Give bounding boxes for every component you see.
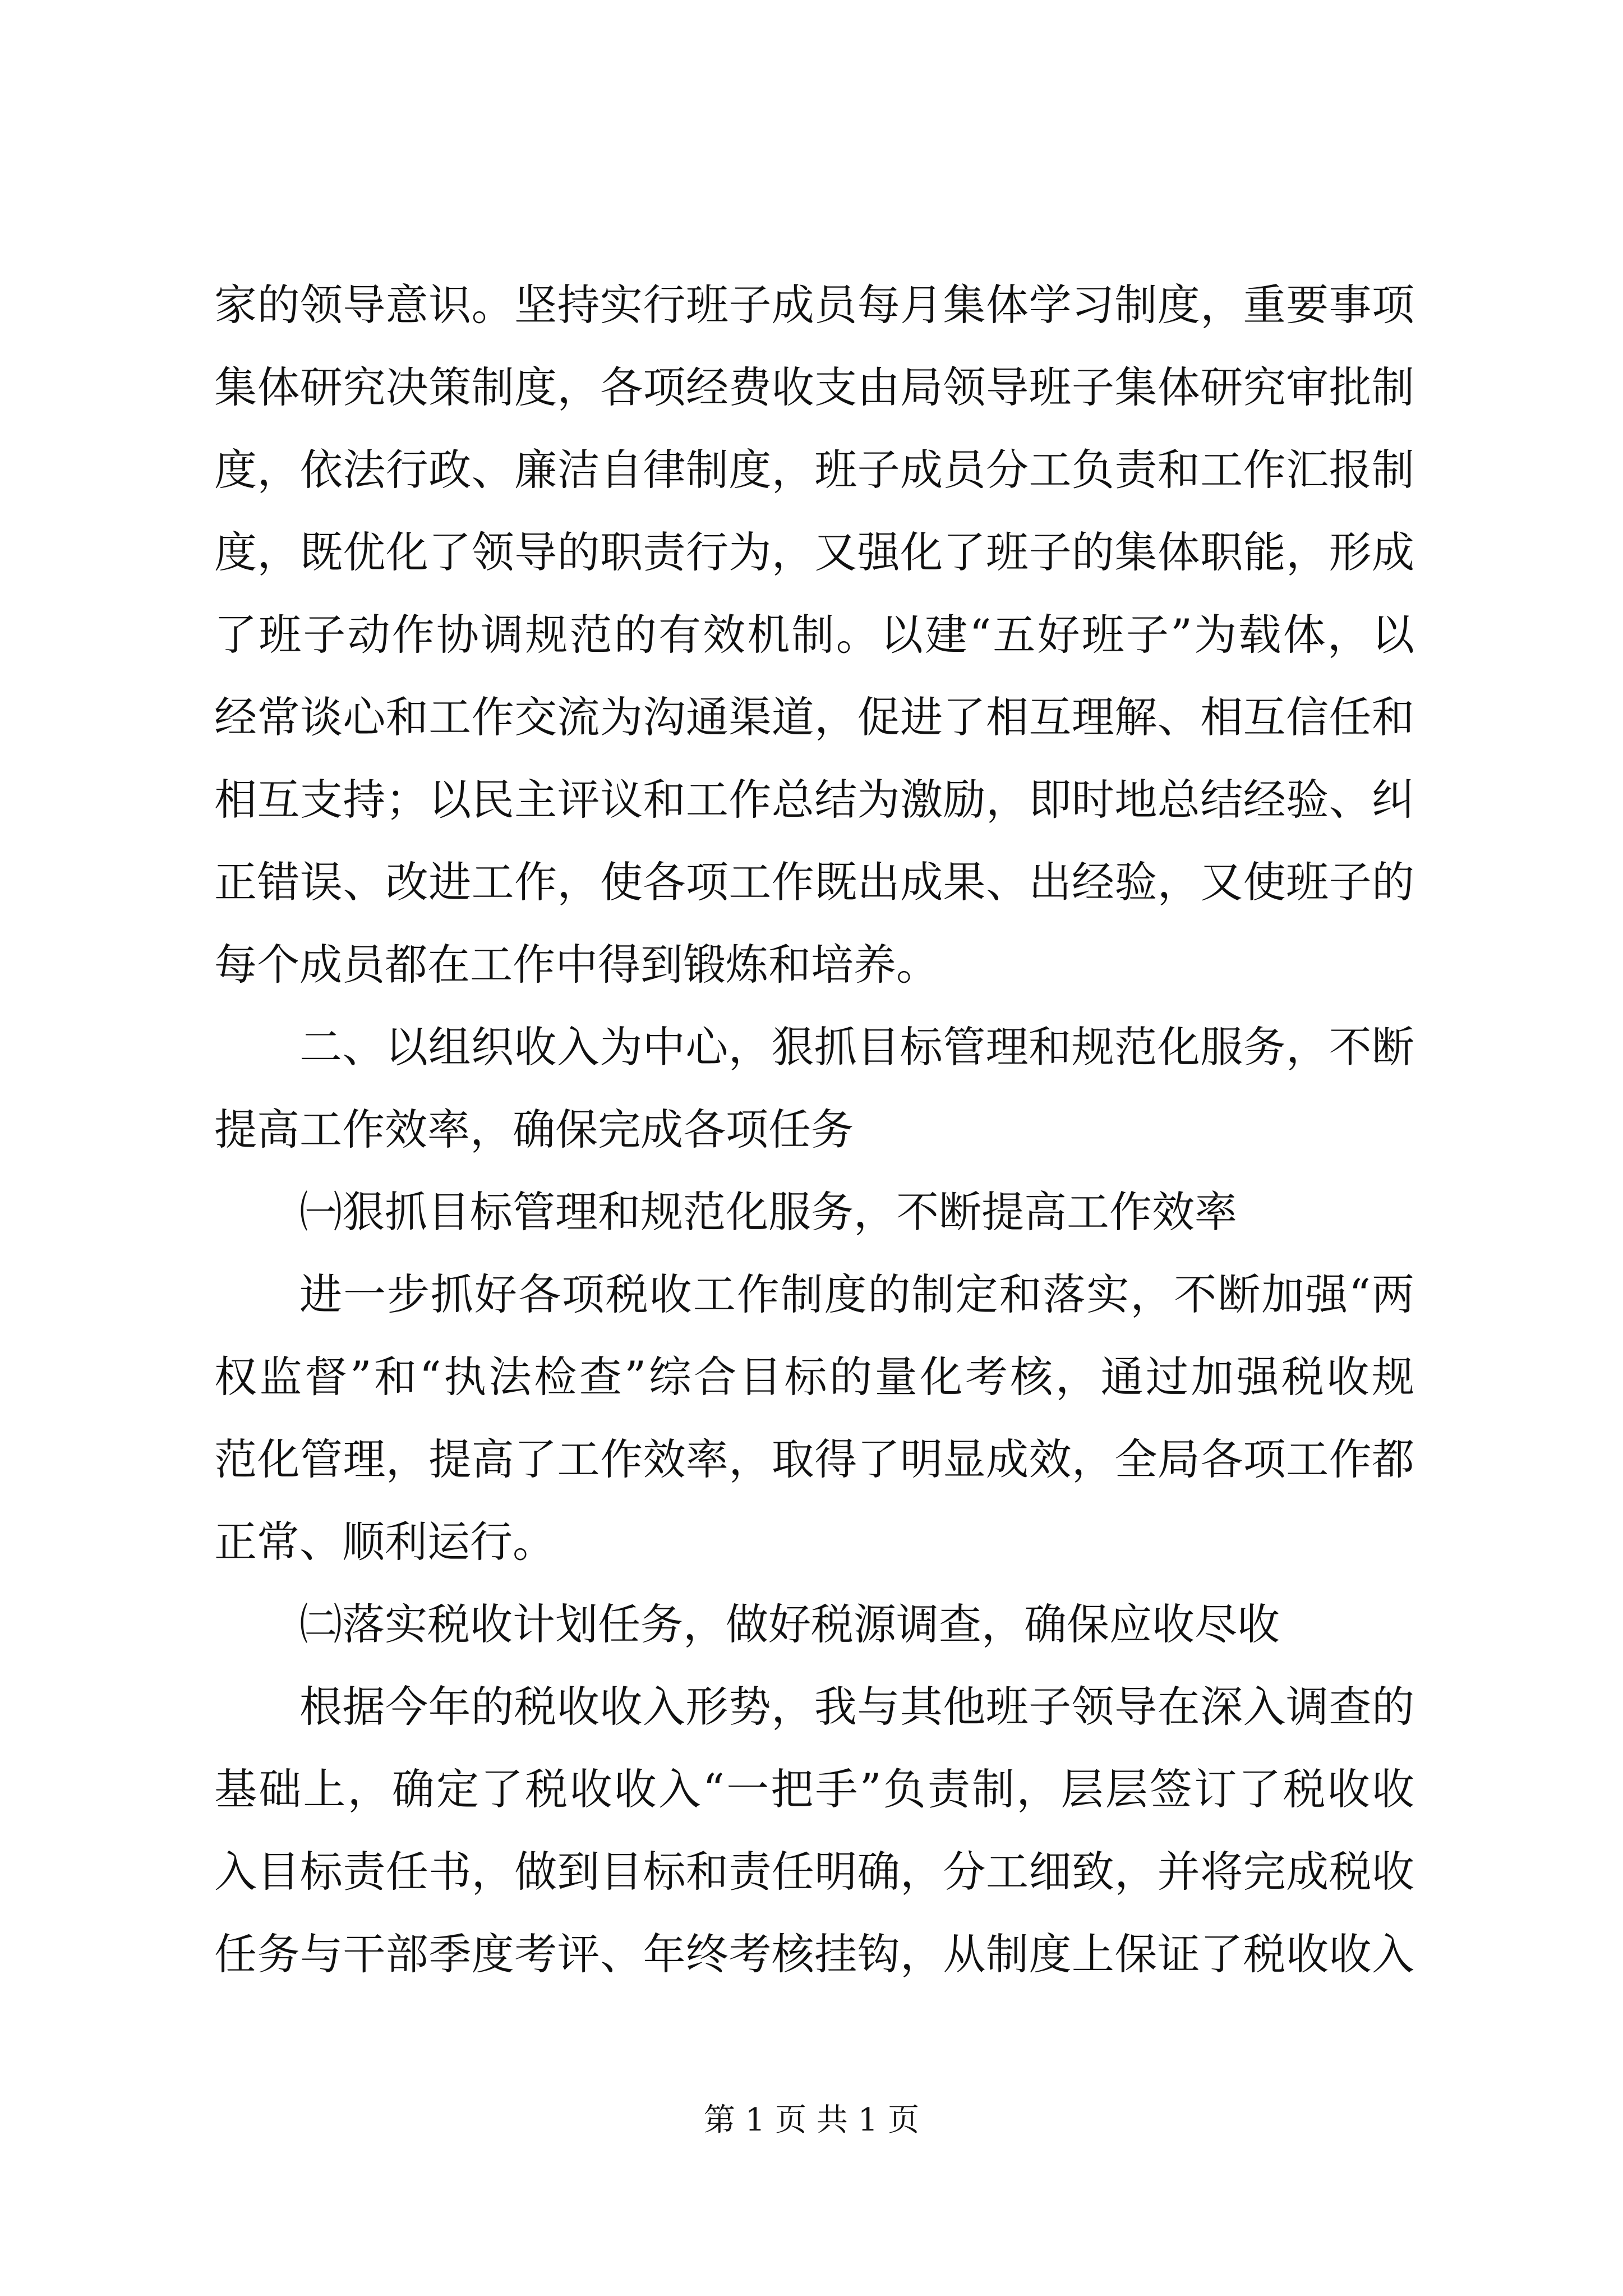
text-line: 范化管理，提高了工作效率，取得了明显成效，全局各项工作都 (214, 1434, 1414, 1484)
text-line: 正错误、改进工作，使各项工作既出成果、出经验，又使班子的 (214, 857, 1414, 907)
text-line: 入目标责任书，做到目标和责任明确，分工细致，并将完成税收 (214, 1847, 1414, 1897)
text-line: 根据今年的税收收入形势，我与其他班子领导在深入调查的 (299, 1682, 1414, 1732)
text-line: 权监督”和“执法检查”综合目标的量化考核，通过加强税收规 (214, 1352, 1414, 1402)
section-heading-line: 提高工作效率，确保完成各项任务 (214, 1105, 854, 1154)
section-heading-line: 二、以组织收入为中心，狠抓目标管理和规范化服务，不断 (299, 1022, 1414, 1072)
text-line: 相互支持；以民主评议和工作总结为激励，即时地总结经验、纠 (214, 775, 1414, 825)
text-line: 经常谈心和工作交流为沟通渠道，促进了相互理解、相互信任和 (214, 692, 1414, 742)
text-line: 基础上，确定了税收收入“一把手”负责制，层层签订了税收收 (214, 1764, 1414, 1814)
text-line: 进一步抓好各项税收工作制度的制定和落实，不断加强“两 (299, 1269, 1414, 1319)
subsection-heading: ㈠狠抓目标管理和规范化服务，不断提高工作效率 (299, 1187, 1237, 1237)
text-line: 正常、顺利运行。 (214, 1517, 555, 1567)
text-line: 任务与干部季度考评、年终考核挂钩，从制度上保证了税收收入 (214, 1929, 1414, 1979)
text-line: 集体研究决策制度，各项经费收支由局领导班子集体研究审批制 (214, 362, 1414, 412)
text-line: 度，依法行政、廉洁自律制度，班子成员分工负责和工作汇报制 (214, 445, 1414, 495)
text-line: 度，既优化了领导的职责行为，又强化了班子的集体职能，形成 (214, 527, 1414, 577)
text-line: 了班子动作协调规范的有效机制。以建“五好班子”为载体，以 (214, 610, 1414, 660)
text-line: 每个成员都在工作中得到锻炼和培养。 (214, 940, 939, 990)
document-body (214, 264, 1414, 1995)
subsection-heading: ㈡落实税收计划任务，做好税源调查，确保应收尽收 (299, 1599, 1280, 1649)
page-footer: 第 1 页 共 1 页 (703, 2102, 920, 2138)
text-line: 家的领导意识。坚持实行班子成员每月集体学习制度，重要事项 (214, 280, 1414, 330)
